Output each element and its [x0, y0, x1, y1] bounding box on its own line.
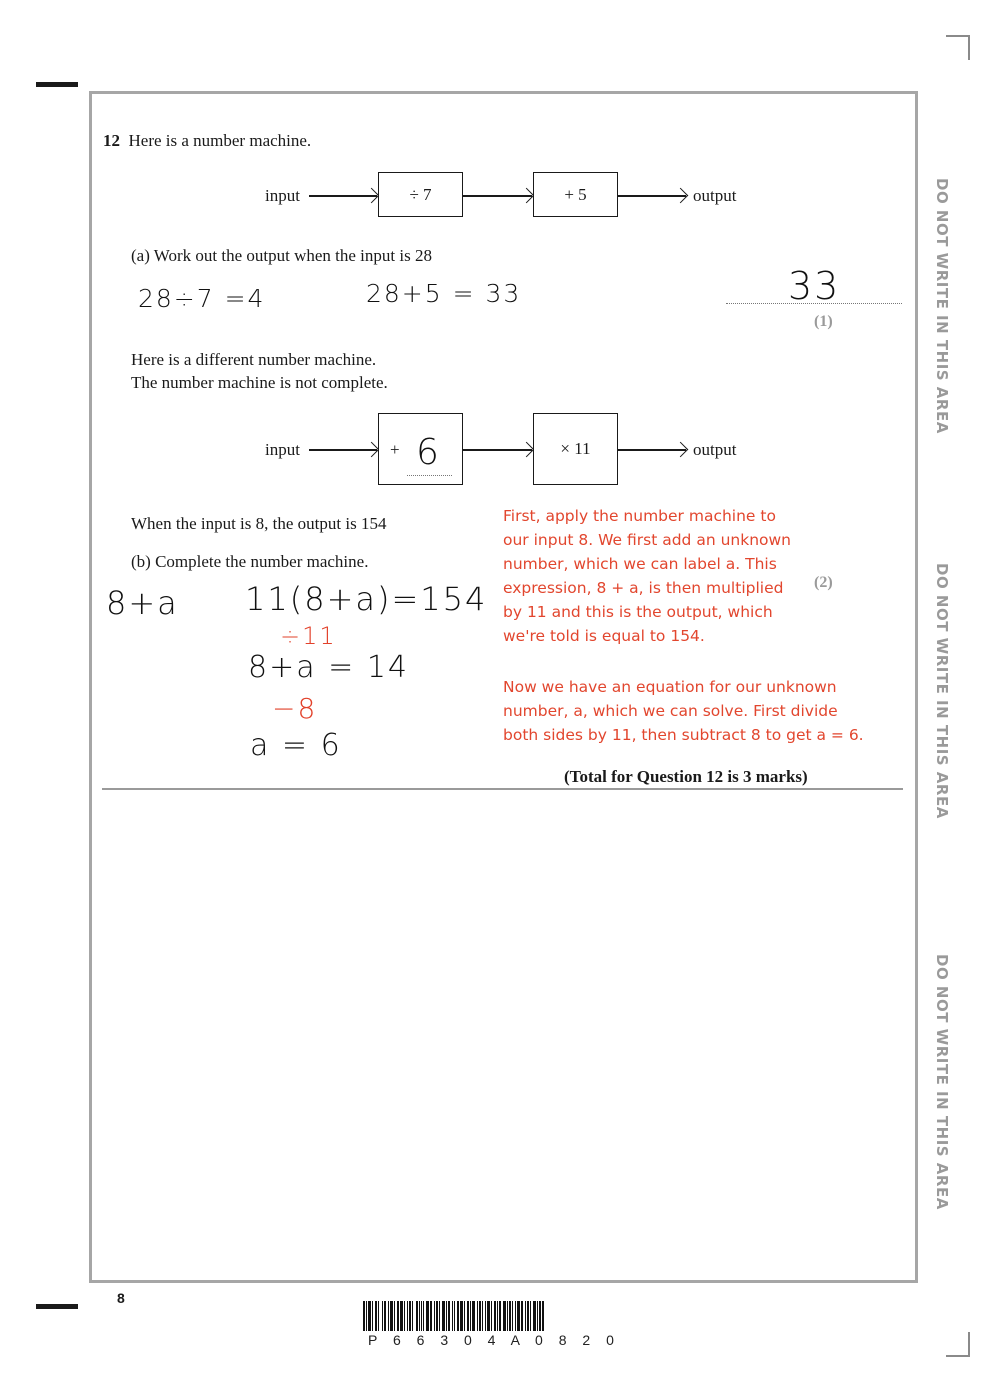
- margin-warning-3: DO NOT WRITE IN THIS AREA: [933, 954, 951, 1210]
- machine2-op1-prefix: +: [390, 440, 400, 459]
- machine1-op2-box: + 5: [533, 172, 618, 217]
- question-divider: [102, 788, 903, 790]
- part-a-marks: (1): [814, 313, 833, 330]
- machine2-answer-line[interactable]: [407, 475, 452, 476]
- registration-mark-top-left: [36, 82, 78, 87]
- machine2-op2-box: × 11: [533, 413, 618, 485]
- explanation-para-2: Now we have an equation for our unknown number, a, which we can solve. First divide both sides by 11, then subtract 8 to get a = 6.: [503, 678, 864, 744]
- crop-mark-bottom-right-v: [968, 1332, 970, 1357]
- question-intro: Here is a number machine.: [128, 131, 312, 150]
- crop-mark-bottom-right-h: [946, 1355, 968, 1357]
- machine1-input-label: input: [265, 186, 300, 205]
- part-a-answer: 33: [788, 264, 841, 308]
- condition-text: When the input is 8, the output is 154: [131, 514, 387, 533]
- machine1-op1-box: ÷ 7: [378, 172, 463, 217]
- working-step-divide: ÷11: [280, 622, 337, 650]
- part-a-working-2: 28+5 = 33: [366, 279, 522, 308]
- working-eq2: 8+a = 14: [248, 650, 409, 685]
- barcode-text: P 6 6 3 0 4 A 0 8 2 0: [368, 1332, 620, 1348]
- machine2-op1-box: [378, 413, 463, 485]
- machine1-output-label: output: [693, 186, 737, 205]
- working-equation: 11(8+a)=154: [245, 580, 488, 618]
- question-number: 12: [103, 131, 120, 150]
- margin-warning-2: DO NOT WRITE IN THIS AREA: [933, 563, 951, 819]
- margin-warning-1: DO NOT WRITE IN THIS AREA: [933, 178, 951, 434]
- question-heading: [103, 131, 311, 151]
- page-number: 8: [117, 1290, 125, 1306]
- machine2-op1-answer: 6: [416, 432, 441, 473]
- machine2-output-label: output: [693, 440, 737, 459]
- working-step-subtract: −8: [272, 692, 318, 725]
- barcode: [363, 1301, 673, 1331]
- crop-mark-top-right-h: [946, 35, 968, 37]
- machine2-input-label: input: [265, 440, 300, 459]
- part-a-working-1: 28÷7 =4: [138, 284, 266, 313]
- registration-mark-bottom-left: [36, 1304, 78, 1309]
- different-machine-intro-1: Here is a different number machine.: [131, 350, 377, 369]
- crop-mark-top-right-v: [968, 35, 970, 60]
- question-total: (Total for Question 12 is 3 marks): [564, 767, 808, 786]
- part-b-marks: (2): [814, 574, 833, 591]
- part-a-prompt: (a) Work out the output when the input is 28: [131, 246, 432, 265]
- different-machine-intro-2: The number machine is not complete.: [131, 373, 388, 392]
- working-result: a = 6: [250, 728, 342, 763]
- working-expr: 8+a: [106, 584, 179, 622]
- part-b-prompt: (b) Complete the number machine.: [131, 552, 369, 571]
- explanation-para-1: First, apply the number machine to our input 8. We first add an unknown number, which we can label a. This expression, 8 + a, is then multiplied by 11 and this is the output, which we're told is equal to 154.: [503, 507, 791, 645]
